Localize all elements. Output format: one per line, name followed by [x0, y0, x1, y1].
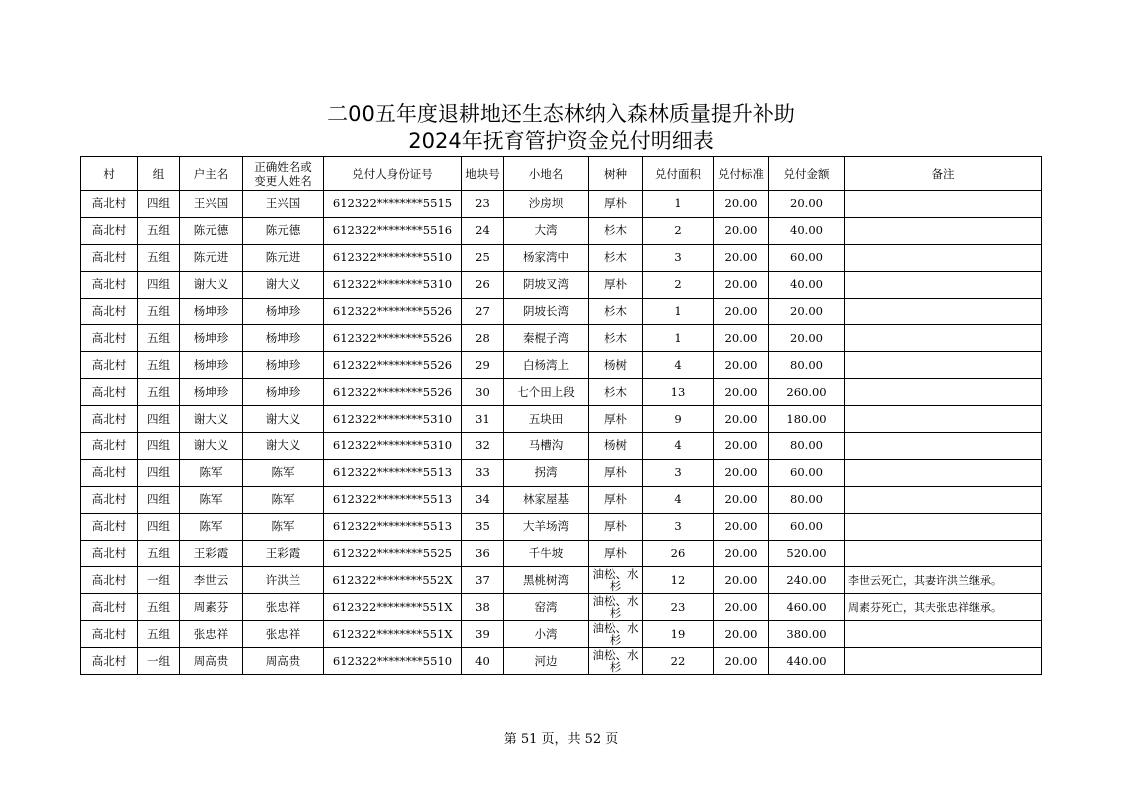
- cell-id-number: 612322********5526: [324, 325, 462, 352]
- cell-id-number: 612322********5526: [324, 379, 462, 406]
- cell-place-name: 五块田: [504, 406, 589, 433]
- cell-correct-name: 许洪兰: [243, 567, 324, 594]
- header-id-number: 兑付人身份证号: [324, 157, 462, 191]
- cell-group: 五组: [138, 217, 180, 244]
- cell-householder: 陈军: [180, 459, 243, 486]
- cell-village: 高北村: [81, 191, 138, 218]
- cell-tree-species: 厚朴: [589, 191, 643, 218]
- cell-village: 高北村: [81, 513, 138, 540]
- cell-tree-species: 杉木: [589, 217, 643, 244]
- cell-village: 高北村: [81, 244, 138, 271]
- cell-remarks: [845, 513, 1042, 540]
- cell-id-number: 612322********5526: [324, 352, 462, 379]
- cell-remarks: [845, 433, 1042, 460]
- cell-id-number: 612322********552X: [324, 567, 462, 594]
- header-rate: 兑付标准: [714, 157, 769, 191]
- cell-amount: 60.00: [769, 459, 845, 486]
- cell-correct-name: 杨坤珍: [243, 379, 324, 406]
- cell-tree-species: 厚朴: [589, 459, 643, 486]
- cell-remarks: [845, 244, 1042, 271]
- cell-householder: 杨坤珍: [180, 298, 243, 325]
- cell-amount: 60.00: [769, 244, 845, 271]
- cell-group: 四组: [138, 271, 180, 298]
- table-row: [81, 648, 1042, 675]
- cell-householder: 王彩霞: [180, 540, 243, 567]
- cell-correct-name: 陈元进: [243, 244, 324, 271]
- cell-householder: 李世云: [180, 567, 243, 594]
- cell-village: 高北村: [81, 486, 138, 513]
- cell-area: 4: [643, 352, 714, 379]
- cell-householder: 张忠祥: [180, 621, 243, 648]
- cell-amount: 240.00: [769, 567, 845, 594]
- header-correct-name-label: 正确姓名或 变更人姓名: [254, 159, 312, 188]
- cell-rate: 20.00: [714, 621, 769, 648]
- cell-householder: 陈军: [180, 486, 243, 513]
- cell-area: 1: [643, 325, 714, 352]
- cell-village: 高北村: [81, 540, 138, 567]
- cell-rate: 20.00: [714, 594, 769, 621]
- cell-tree-species: 杨树: [589, 433, 643, 460]
- cell-rate: 20.00: [714, 540, 769, 567]
- payment-detail-table: [80, 156, 1042, 675]
- cell-area: 19: [643, 621, 714, 648]
- cell-group: 五组: [138, 325, 180, 352]
- cell-rate: 20.00: [714, 244, 769, 271]
- table-row: [81, 191, 1042, 218]
- cell-plot-number: 25: [462, 244, 504, 271]
- cell-remarks: [845, 540, 1042, 567]
- table-row: [81, 433, 1042, 460]
- cell-area: 9: [643, 406, 714, 433]
- cell-plot-number: 39: [462, 621, 504, 648]
- cell-amount: 80.00: [769, 433, 845, 460]
- cell-place-name: 小湾: [504, 621, 589, 648]
- cell-village: 高北村: [81, 217, 138, 244]
- cell-area: 2: [643, 271, 714, 298]
- cell-correct-name: 王彩霞: [243, 540, 324, 567]
- cell-remarks: [845, 621, 1042, 648]
- cell-plot-number: 38: [462, 594, 504, 621]
- cell-plot-number: 30: [462, 379, 504, 406]
- cell-rate: 20.00: [714, 513, 769, 540]
- cell-remarks: [845, 406, 1042, 433]
- cell-area: 1: [643, 191, 714, 218]
- cell-correct-name: 谢大义: [243, 433, 324, 460]
- cell-correct-name: 陈军: [243, 486, 324, 513]
- cell-area: 22: [643, 648, 714, 675]
- cell-rate: 20.00: [714, 217, 769, 244]
- cell-area: 1: [643, 298, 714, 325]
- table-row: [81, 513, 1042, 540]
- table-header-row: [81, 157, 1042, 191]
- cell-rate: 20.00: [714, 433, 769, 460]
- cell-householder: 陈元进: [180, 244, 243, 271]
- cell-amount: 380.00: [769, 621, 845, 648]
- cell-tree-species: 杉木: [589, 379, 643, 406]
- cell-rate: 20.00: [714, 191, 769, 218]
- cell-amount: 20.00: [769, 325, 845, 352]
- cell-plot-number: 33: [462, 459, 504, 486]
- cell-village: 高北村: [81, 379, 138, 406]
- cell-amount: 440.00: [769, 648, 845, 675]
- cell-householder: 陈军: [180, 513, 243, 540]
- cell-id-number: 612322********5515: [324, 191, 462, 218]
- cell-tree-species: 油松、水杉: [589, 594, 643, 621]
- cell-village: 高北村: [81, 567, 138, 594]
- table-row: [81, 217, 1042, 244]
- cell-rate: 20.00: [714, 271, 769, 298]
- cell-householder: 周高贵: [180, 648, 243, 675]
- cell-remarks: [845, 379, 1042, 406]
- cell-householder: 谢大义: [180, 406, 243, 433]
- cell-village: 高北村: [81, 298, 138, 325]
- cell-plot-number: 34: [462, 486, 504, 513]
- cell-amount: 20.00: [769, 191, 845, 218]
- cell-group: 一组: [138, 648, 180, 675]
- cell-plot-number: 28: [462, 325, 504, 352]
- cell-tree-species: 厚朴: [589, 513, 643, 540]
- cell-area: 4: [643, 486, 714, 513]
- cell-tree-species: 油松、水杉: [589, 621, 643, 648]
- cell-tree-species: 厚朴: [589, 540, 643, 567]
- header-householder: 户主名: [180, 157, 243, 191]
- cell-group: 五组: [138, 621, 180, 648]
- cell-id-number: 612322********5513: [324, 459, 462, 486]
- header-group: 组: [138, 157, 180, 191]
- cell-amount: 60.00: [769, 513, 845, 540]
- cell-correct-name: 杨坤珍: [243, 352, 324, 379]
- header-remarks: 备注: [845, 157, 1042, 191]
- table-row: [81, 352, 1042, 379]
- cell-place-name: 杨家湾中: [504, 244, 589, 271]
- cell-plot-number: 36: [462, 540, 504, 567]
- cell-remarks: [845, 325, 1042, 352]
- cell-rate: 20.00: [714, 406, 769, 433]
- cell-area: 3: [643, 513, 714, 540]
- cell-householder: 谢大义: [180, 271, 243, 298]
- cell-amount: 80.00: [769, 352, 845, 379]
- cell-amount: 40.00: [769, 271, 845, 298]
- page-footer: 第 51 页，共 52 页: [503, 732, 619, 747]
- cell-amount: 180.00: [769, 406, 845, 433]
- cell-place-name: 河边: [504, 648, 589, 675]
- cell-village: 高北村: [81, 594, 138, 621]
- cell-place-name: 阴坡叉湾: [504, 271, 589, 298]
- table-row: [81, 567, 1042, 594]
- cell-rate: 20.00: [714, 648, 769, 675]
- cell-householder: 陈元德: [180, 217, 243, 244]
- cell-place-name: 黑桃树湾: [504, 567, 589, 594]
- cell-tree-species: 杉木: [589, 244, 643, 271]
- cell-tree-species: 杉木: [589, 298, 643, 325]
- cell-rate: 20.00: [714, 459, 769, 486]
- cell-village: 高北村: [81, 433, 138, 460]
- document-title-line1: 二00五年度退耕地还生态林纳入森林质量提升补助: [327, 102, 795, 126]
- cell-householder: 王兴国: [180, 191, 243, 218]
- cell-place-name: 七个田上段: [504, 379, 589, 406]
- cell-remarks: 李世云死亡，其妻许洪兰继承。: [845, 567, 1042, 594]
- cell-place-name: 阴坡长湾: [504, 298, 589, 325]
- cell-plot-number: 35: [462, 513, 504, 540]
- table-row: [81, 325, 1042, 352]
- table-row: [81, 271, 1042, 298]
- cell-place-name: 大羊场湾: [504, 513, 589, 540]
- cell-tree-species: 厚朴: [589, 271, 643, 298]
- cell-remarks: [845, 352, 1042, 379]
- cell-amount: 20.00: [769, 298, 845, 325]
- cell-id-number: 612322********551X: [324, 621, 462, 648]
- cell-correct-name: 杨坤珍: [243, 298, 324, 325]
- cell-correct-name: 谢大义: [243, 271, 324, 298]
- cell-place-name: 沙房坝: [504, 191, 589, 218]
- table-row: [81, 540, 1042, 567]
- cell-id-number: 612322********5310: [324, 406, 462, 433]
- cell-plot-number: 27: [462, 298, 504, 325]
- cell-householder: 杨坤珍: [180, 379, 243, 406]
- cell-remarks: [845, 459, 1042, 486]
- header-correct-name: [243, 157, 324, 191]
- cell-place-name: 林家屋基: [504, 486, 589, 513]
- cell-group: 五组: [138, 298, 180, 325]
- cell-rate: 20.00: [714, 352, 769, 379]
- cell-id-number: 612322********5510: [324, 648, 462, 675]
- table-row: [81, 244, 1042, 271]
- cell-area: 3: [643, 244, 714, 271]
- cell-village: 高北村: [81, 325, 138, 352]
- cell-amount: 260.00: [769, 379, 845, 406]
- cell-area: 2: [643, 217, 714, 244]
- cell-area: 4: [643, 433, 714, 460]
- cell-village: 高北村: [81, 352, 138, 379]
- cell-id-number: 612322********5513: [324, 513, 462, 540]
- cell-plot-number: 26: [462, 271, 504, 298]
- cell-correct-name: 张忠祥: [243, 594, 324, 621]
- cell-tree-species: 厚朴: [589, 486, 643, 513]
- cell-id-number: 612322********5310: [324, 433, 462, 460]
- cell-group: 四组: [138, 433, 180, 460]
- cell-amount: 80.00: [769, 486, 845, 513]
- cell-correct-name: 杨坤珍: [243, 325, 324, 352]
- table-row: [81, 379, 1042, 406]
- cell-amount: 460.00: [769, 594, 845, 621]
- cell-tree-species: 油松、水杉: [589, 567, 643, 594]
- cell-area: 23: [643, 594, 714, 621]
- cell-group: 四组: [138, 191, 180, 218]
- cell-village: 高北村: [81, 459, 138, 486]
- cell-village: 高北村: [81, 271, 138, 298]
- cell-id-number: 612322********5510: [324, 244, 462, 271]
- cell-remarks: [845, 486, 1042, 513]
- cell-householder: 谢大义: [180, 433, 243, 460]
- cell-correct-name: 陈军: [243, 459, 324, 486]
- cell-tree-species: 油松、水杉: [589, 648, 643, 675]
- header-place-name: 小地名: [504, 157, 589, 191]
- header-amount: 兑付金额: [769, 157, 845, 191]
- header-plot-number: 地块号: [462, 157, 504, 191]
- cell-village: 高北村: [81, 406, 138, 433]
- cell-village: 高北村: [81, 648, 138, 675]
- cell-rate: 20.00: [714, 325, 769, 352]
- cell-remarks: [845, 191, 1042, 218]
- cell-remarks: [845, 648, 1042, 675]
- cell-group: 五组: [138, 594, 180, 621]
- cell-tree-species: 杉木: [589, 325, 643, 352]
- cell-plot-number: 23: [462, 191, 504, 218]
- table-row: [81, 594, 1042, 621]
- cell-plot-number: 24: [462, 217, 504, 244]
- cell-group: 五组: [138, 352, 180, 379]
- cell-correct-name: 周高贵: [243, 648, 324, 675]
- cell-remarks: [845, 298, 1042, 325]
- cell-id-number: 612322********5516: [324, 217, 462, 244]
- cell-id-number: 612322********551X: [324, 594, 462, 621]
- cell-plot-number: 29: [462, 352, 504, 379]
- header-area: 兑付面积: [643, 157, 714, 191]
- cell-tree-species: 杨树: [589, 352, 643, 379]
- cell-remarks: [845, 271, 1042, 298]
- cell-correct-name: 陈军: [243, 513, 324, 540]
- cell-amount: 40.00: [769, 217, 845, 244]
- cell-area: 12: [643, 567, 714, 594]
- document-title-line2: 2024年抚育管护资金兑付明细表: [408, 129, 714, 153]
- cell-group: 一组: [138, 567, 180, 594]
- cell-rate: 20.00: [714, 298, 769, 325]
- cell-rate: 20.00: [714, 567, 769, 594]
- cell-plot-number: 37: [462, 567, 504, 594]
- cell-place-name: 拐湾: [504, 459, 589, 486]
- cell-householder: 杨坤珍: [180, 325, 243, 352]
- cell-householder: 周素芬: [180, 594, 243, 621]
- cell-householder: 杨坤珍: [180, 352, 243, 379]
- table-row: [81, 298, 1042, 325]
- cell-place-name: 白杨湾上: [504, 352, 589, 379]
- cell-plot-number: 40: [462, 648, 504, 675]
- cell-id-number: 612322********5525: [324, 540, 462, 567]
- cell-correct-name: 谢大义: [243, 406, 324, 433]
- cell-correct-name: 张忠祥: [243, 621, 324, 648]
- cell-rate: 20.00: [714, 379, 769, 406]
- table-row: [81, 406, 1042, 433]
- header-village: 村: [81, 157, 138, 191]
- table-row: [81, 459, 1042, 486]
- cell-id-number: 612322********5513: [324, 486, 462, 513]
- table-row: [81, 486, 1042, 513]
- cell-place-name: 大湾: [504, 217, 589, 244]
- header-tree-species: 树种: [589, 157, 643, 191]
- cell-area: 3: [643, 459, 714, 486]
- cell-group: 四组: [138, 406, 180, 433]
- cell-area: 26: [643, 540, 714, 567]
- cell-plot-number: 32: [462, 433, 504, 460]
- cell-correct-name: 陈元德: [243, 217, 324, 244]
- cell-place-name: 窑湾: [504, 594, 589, 621]
- cell-rate: 20.00: [714, 486, 769, 513]
- cell-amount: 520.00: [769, 540, 845, 567]
- cell-group: 四组: [138, 459, 180, 486]
- cell-group: 五组: [138, 244, 180, 271]
- cell-area: 13: [643, 379, 714, 406]
- cell-plot-number: 31: [462, 406, 504, 433]
- cell-remarks: 周素芬死亡，其夫张忠祥继承。: [845, 594, 1042, 621]
- cell-id-number: 612322********5526: [324, 298, 462, 325]
- cell-group: 四组: [138, 513, 180, 540]
- cell-group: 五组: [138, 379, 180, 406]
- table-row: [81, 621, 1042, 648]
- cell-place-name: 秦棍子湾: [504, 325, 589, 352]
- cell-group: 四组: [138, 486, 180, 513]
- cell-remarks: [845, 217, 1042, 244]
- cell-village: 高北村: [81, 621, 138, 648]
- cell-place-name: 千牛坡: [504, 540, 589, 567]
- cell-group: 五组: [138, 540, 180, 567]
- cell-tree-species: 厚朴: [589, 406, 643, 433]
- cell-correct-name: 王兴国: [243, 191, 324, 218]
- cell-place-name: 马槽沟: [504, 433, 589, 460]
- cell-id-number: 612322********5310: [324, 271, 462, 298]
